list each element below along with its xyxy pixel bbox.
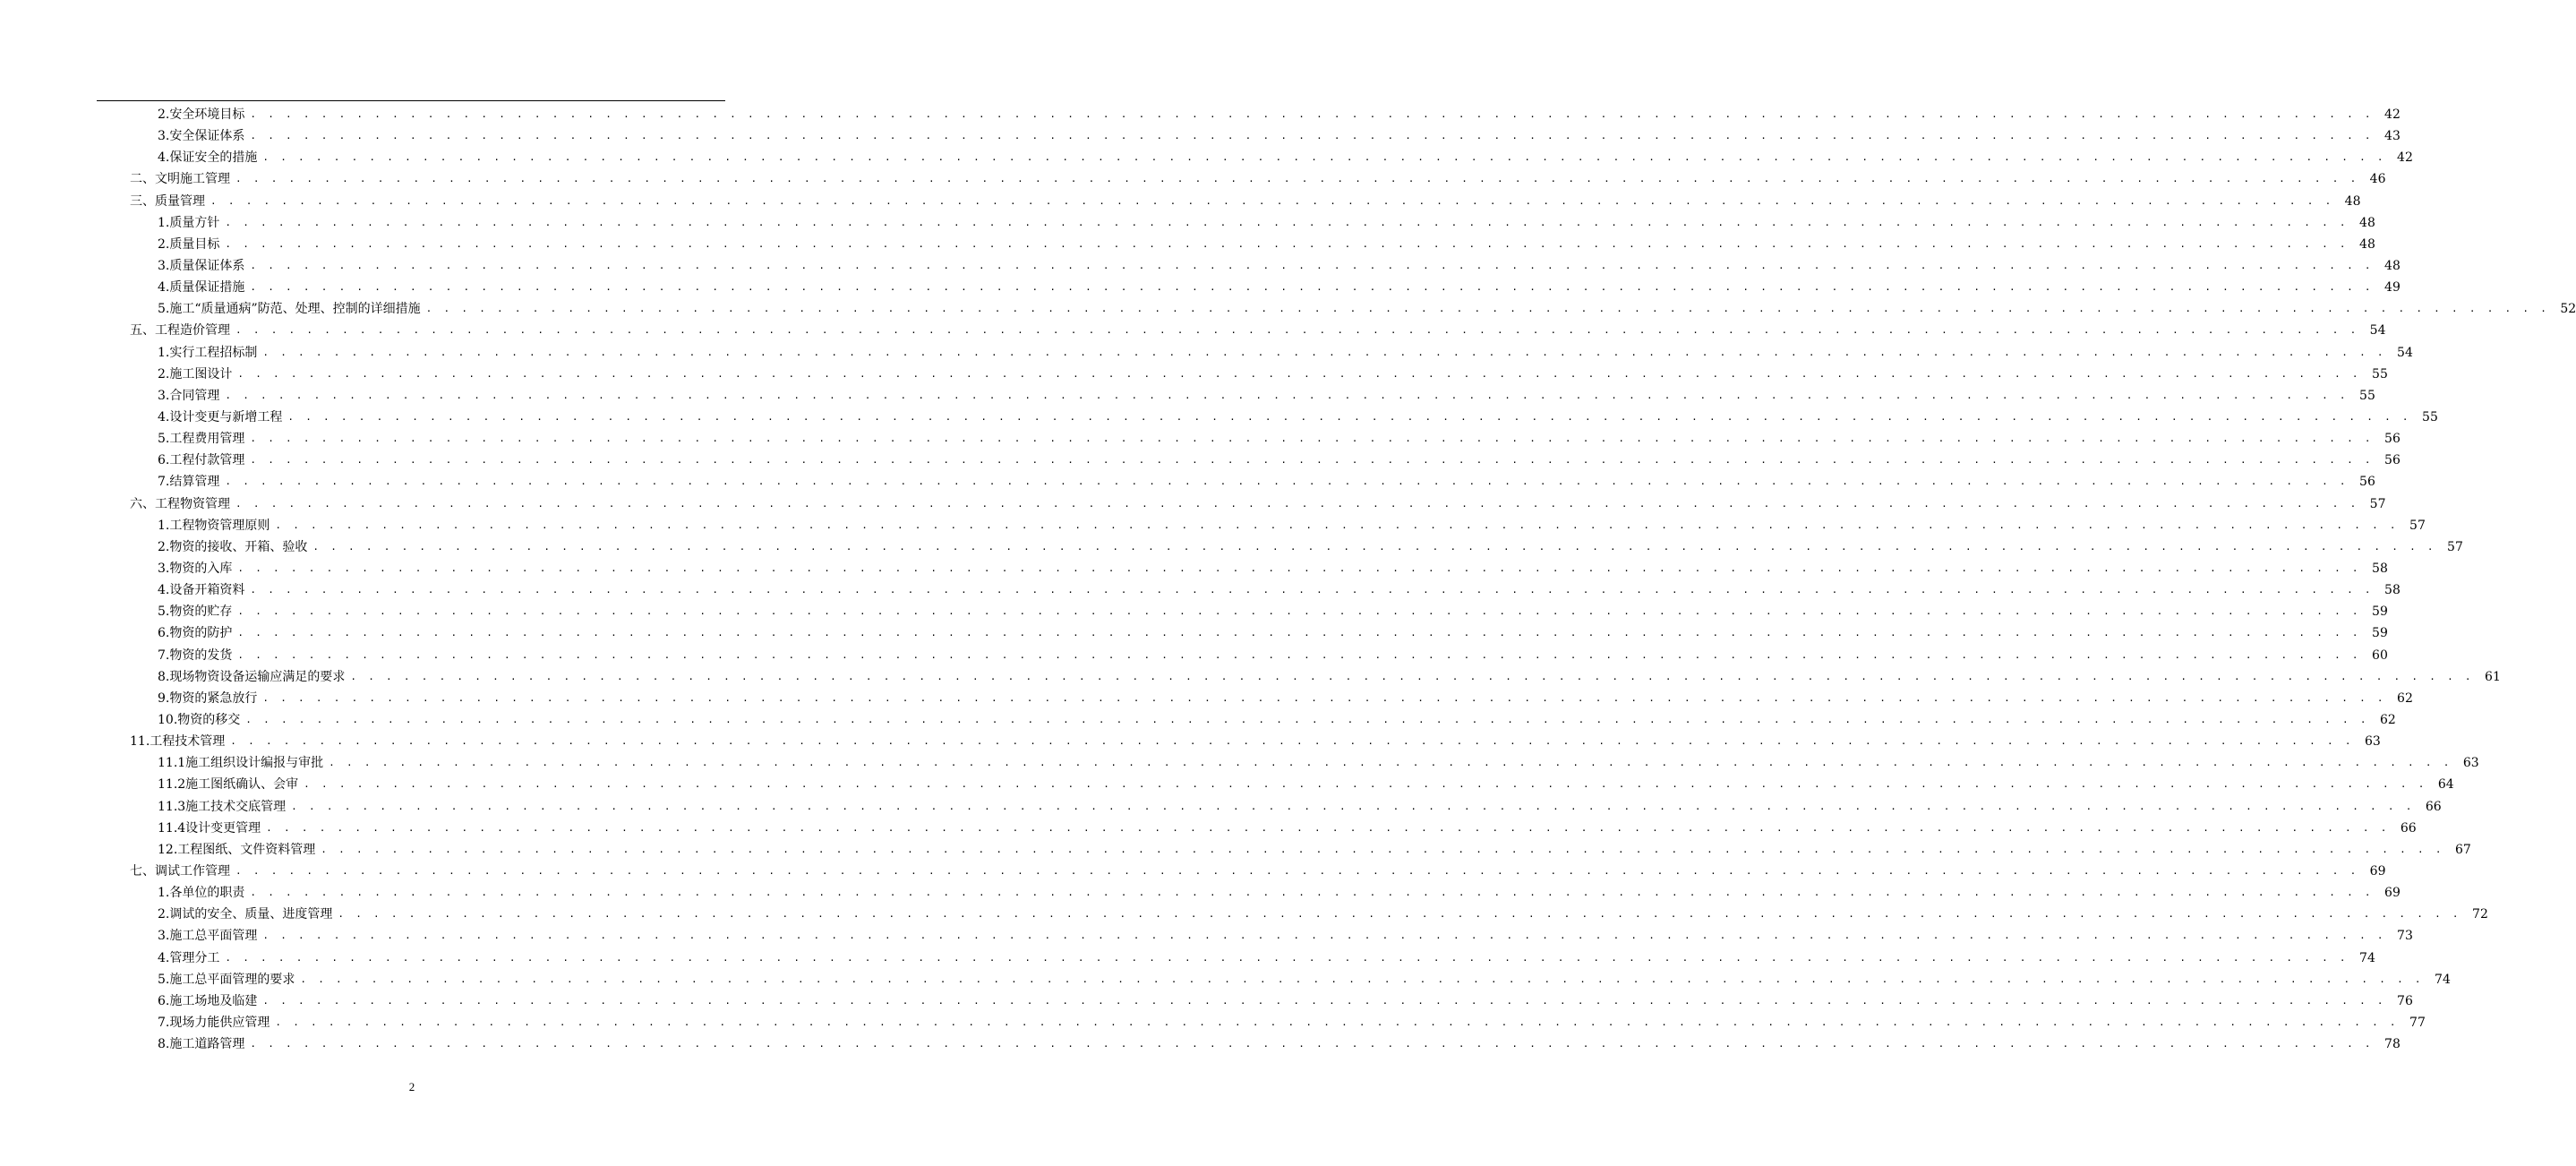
toc-entry-title: 7.物资的发货 [158, 647, 233, 663]
toc-entry[interactable] [0, 191, 2361, 212]
toc-entry[interactable] [0, 234, 2375, 255]
toc-entry-page: 54 [2369, 323, 2386, 339]
toc-entry-title: 4.设备开箱资料 [158, 583, 245, 598]
toc-entry[interactable] [0, 125, 2401, 147]
dot-leader: . . . . . . . . . . . . . . . . . . . . . . . . . . . . . . . . . . . . . . . . . . . . . . . . . . . . . . . . . . . . . . . . . . . . . . . . . . . . . . . . . . . . . . . . . . . . . . . . . . . . . . . . . . . . . . . . . . . . . . . . [250, 584, 2374, 596]
toc-entry-page: 63 [2364, 734, 2381, 750]
header-rule [97, 100, 725, 101]
toc-entry-page: 55 [2372, 366, 2388, 382]
toc-entry-page: 63 [2462, 756, 2479, 771]
toc-entry-page: 56 [2384, 453, 2401, 468]
toc-entry[interactable] [0, 364, 2388, 385]
toc-entry-page: 62 [2379, 713, 2396, 727]
toc-entry-page: 67 [2454, 842, 2471, 857]
dot-leader: . . . . . . . . . . . . . . . . . . . . . . . . . . . . . . . . . . . . . . . . . . . . . . . . . . . . . . . . . . . . . . . . . . . . . . . . . . . . . . . . . . . . . . . . . . . . . . . . . . . . . . . . . . . . . . . . . . . . . . . . [210, 194, 2334, 207]
dot-leader: . . . . . . . . . . . . . . . . . . . . . . . . . . . . . . . . . . . . . . . . . . . . . . . . . . . . . . . . . . . . . . . . . . . . . . . . . . . . . . . . . . . . . . . . . . . . . . . . . . . . . . . . . . . . . . . . . . . . . . . . [225, 389, 2349, 401]
dot-leader: . . . . . . . . . . . . . . . . . . . . . . . . . . . . . . . . . . . . . . . . . . . . . . . . . . . . . . . . . . . . . . . . . . . . . . . . . . . . . . . . . . . . . . . . . . . . . . . . . . . . . . . . . . . . . . . . . . . . . . . . [250, 130, 2374, 142]
toc-entry-page: 52 [2560, 302, 2576, 317]
toc-entry[interactable] [0, 579, 2401, 601]
dot-leader: . . . . . . . . . . . . . . . . . . . . . . . . . . . . . . . . . . . . . . . . . . . . . . . . . . . . . . . . . . . . . . . . . . . . . . . . . . . . . . . . . . . . . . . . . . . . . . . . . . . . . . . . . . . . . . . . . . . . . . . . [304, 778, 2427, 791]
dot-leader: . . . . . . . . . . . . . . . . . . . . . . . . . . . . . . . . . . . . . . . . . . . . . . . . . . . . . . . . . . . . . . . . . . . . . . . . . . . . . . . . . . . . . . . . . . . . . . . . . . . . . . . . . . . . . . . . . . . . . . . . [225, 951, 2349, 964]
toc-entry-page: 72 [2472, 907, 2488, 922]
dot-leader: . . . . . . . . . . . . . . . . . . . . . . . . . . . . . . . . . . . . . . . . . . . . . . . . . . . . . . . . . . . . . . . . . . . . . . . . . . . . . . . . . . . . . . . . . . . . . . . . . . . . . . . . . . . . . . . . . . . . . . . . [350, 670, 2474, 682]
dot-leader: . . . . . . . . . . . . . . . . . . . . . . . . . . . . . . . . . . . . . . . . . . . . . . . . . . . . . . . . . . . . . . . . . . . . . . . . . . . . . . . . . . . . . . . . . . . . . . . . . . . . . . . . . . . . . . . . . . . . . . . . [262, 691, 2386, 704]
toc-entry-title: 2.调试的安全、质量、进度管理 [158, 907, 333, 922]
toc-entry-title: 2.物资的接收、开箱、验收 [158, 539, 308, 554]
toc-entry-page: 77 [2409, 1015, 2426, 1030]
dot-leader: . . . . . . . . . . . . . . . . . . . . . . . . . . . . . . . . . . . . . . . . . . . . . . . . . . . . . . . . . . . . . . . . . . . . . . . . . . . . . . . . . . . . . . . . . . . . . . . . . . . . . . . . . . . . . . . . . . . . . . . . [321, 843, 2444, 855]
toc-entry-page: 49 [2384, 280, 2401, 296]
toc-entry-title: 10.物资的移交 [158, 713, 241, 727]
dot-leader: . . . . . . . . . . . . . . . . . . . . . . . . . . . . . . . . . . . . . . . . . . . . . . . . . . . . . . . . . . . . . . . . . . . . . . . . . . . . . . . . . . . . . . . . . . . . . . . . . . . . . . . . . . . . . . . . . . . . . . . . [425, 303, 2550, 315]
dot-leader: . . . . . . . . . . . . . . . . . . . . . . . . . . . . . . . . . . . . . . . . . . . . . . . . . . . . . . . . . . . . . . . . . . . . . . . . . . . . . . . . . . . . . . . . . . . . . . . . . . . . . . . . . . . . . . . . . . . . . . . . [338, 908, 2461, 921]
toc-entry[interactable] [0, 925, 2413, 947]
toc-entry[interactable] [0, 818, 2417, 839]
dot-leader: . . . . . . . . . . . . . . . . . . . . . . . . . . . . . . . . . . . . . . . . . . . . . . . . . . . . . . . . . . . . . . . . . . . . . . . . . . . . . . . . . . . . . . . . . . . . . . . . . . . . . . . . . . . . . . . . . . . . . . . . [225, 476, 2349, 488]
page-number: 2 [408, 1080, 415, 1093]
dot-leader: . . . . . . . . . . . . . . . . . . . . . . . . . . . . . . . . . . . . . . . . . . . . . . . . . . . . . . . . . . . . . . . . . . . . . . . . . . . . . . . . . . . . . . . . . . . . . . . . . . . . . . . . . . . . . . . . . . . . . . . . [250, 281, 2374, 294]
toc-entry-title: 6.物资的防护 [158, 626, 233, 641]
toc-entry-page: 59 [2372, 626, 2388, 641]
toc-entry-page: 61 [2485, 669, 2501, 684]
toc-entry[interactable] [0, 731, 2381, 752]
toc-entry[interactable] [0, 104, 2401, 125]
dot-leader: . . . . . . . . . . . . . . . . . . . . . . . . . . . . . . . . . . . . . . . . . . . . . . . . . . . . . . . . . . . . . . . . . . . . . . . . . . . . . . . . . . . . . . . . . . . . . . . . . . . . . . . . . . . . . . . . . . . . . . . . [275, 1016, 2399, 1028]
dot-leader: . . . . . . . . . . . . . . . . . . . . . . . . . . . . . . . . . . . . . . . . . . . . . . . . . . . . . . . . . . . . . . . . . . . . . . . . . . . . . . . . . . . . . . . . . . . . . . . . . . . . . . . . . . . . . . . . . . . . . . . . [275, 519, 2399, 531]
toc-entry[interactable] [0, 601, 2388, 622]
dot-leader: . . . . . . . . . . . . . . . . . . . . . . . . . . . . . . . . . . . . . . . . . . . . . . . . . . . . . . . . . . . . . . . . . . . . . . . . . . . . . . . . . . . . . . . . . . . . . . . . . . . . . . . . . . . . . . . . . . . . . . . . [250, 1038, 2374, 1050]
toc-entry-title: 4.保证安全的措施 [158, 150, 258, 166]
toc-entry[interactable] [0, 428, 2401, 450]
dot-leader: . . . . . . . . . . . . . . . . . . . . . . . . . . . . . . . . . . . . . . . . . . . . . . . . . . . . . . . . . . . . . . . . . . . . . . . . . . . . . . . . . . . . . . . . . . . . . . . . . . . . . . . . . . . . . . . . . . . . . . . . [225, 216, 2349, 228]
toc-entry-title: 8.现场物资设备运输应满足的要求 [158, 669, 346, 684]
toc-entry-page: 60 [2372, 647, 2388, 663]
toc-entry[interactable] [0, 947, 2375, 968]
toc-entry-page: 69 [2369, 863, 2386, 879]
toc-entry-title: 5.物资的贮存 [158, 604, 233, 620]
dot-leader: . . . . . . . . . . . . . . . . . . . . . . . . . . . . . . . . . . . . . . . . . . . . . . . . . . . . . . . . . . . . . . . . . . . . . . . . . . . . . . . . . . . . . . . . . . . . . . . . . . . . . . . . . . . . . . . . . . . . . . . . [237, 562, 2361, 575]
toc-entry-page: 54 [2397, 345, 2413, 360]
toc-entry-title: 3.施工总平面管理 [158, 929, 258, 944]
dot-leader: . . . . . . . . . . . . . . . . . . . . . . . . . . . . . . . . . . . . . . . . . . . . . . . . . . . . . . . . . . . . . . . . . . . . . . . . . . . . . . . . . . . . . . . . . . . . . . . . . . . . . . . . . . . . . . . . . . . . . . . . [235, 173, 2359, 185]
dot-leader: . . . . . . . . . . . . . . . . . . . . . . . . . . . . . . . . . . . . . . . . . . . . . . . . . . . . . . . . . . . . . . . . . . . . . . . . . . . . . . . . . . . . . . . . . . . . . . . . . . . . . . . . . . . . . . . . . . . . . . . . [237, 605, 2361, 618]
toc-entry[interactable] [0, 1012, 2426, 1033]
toc-entry-title: 7.现场力能供应管理 [158, 1015, 270, 1030]
toc-entry[interactable] [0, 645, 2388, 666]
toc-entry[interactable] [0, 212, 2375, 234]
toc-entry[interactable] [0, 796, 2442, 818]
toc-entry-title: 三、质量管理 [130, 193, 205, 209]
dot-leader: . . . . . . . . . . . . . . . . . . . . . . . . . . . . . . . . . . . . . . . . . . . . . . . . . . . . . . . . . . . . . . . . . . . . . . . . . . . . . . . . . . . . . . . . . . . . . . . . . . . . . . . . . . . . . . . . . . . . . . . . [245, 714, 2369, 725]
toc-entry-title: 9.物资的紧急放行 [158, 690, 258, 706]
dot-leader: . . . . . . . . . . . . . . . . . . . . . . . . . . . . . . . . . . . . . . . . . . . . . . . . . . . . . . . . . . . . . . . . . . . . . . . . . . . . . . . . . . . . . . . . . . . . . . . . . . . . . . . . . . . . . . . . . . . . . . . . [250, 887, 2374, 899]
dot-leader: . . . . . . . . . . . . . . . . . . . . . . . . . . . . . . . . . . . . . . . . . . . . . . . . . . . . . . . . . . . . . . . . . . . . . . . . . . . . . . . . . . . . . . . . . . . . . . . . . . . . . . . . . . . . . . . . . . . . . . . . [235, 324, 2359, 337]
toc-entry-page: 56 [2384, 432, 2401, 447]
dot-leader: . . . . . . . . . . . . . . . . . . . . . . . . . . . . . . . . . . . . . . . . . . . . . . . . . . . . . . . . . . . . . . . . . . . . . . . . . . . . . . . . . . . . . . . . . . . . . . . . . . . . . . . . . . . . . . . . . . . . . . . . [250, 433, 2374, 445]
toc-entry[interactable] [0, 450, 2401, 471]
toc-entry[interactable] [0, 147, 2413, 168]
toc-entry[interactable] [0, 752, 2479, 774]
toc-entry[interactable] [0, 990, 2413, 1012]
toc-entry-page: 48 [2359, 236, 2375, 252]
table-of-contents [0, 104, 2576, 1055]
toc-entry-page: 48 [2384, 259, 2401, 274]
toc-entry[interactable] [0, 320, 2386, 341]
toc-entry[interactable] [0, 407, 2438, 428]
toc-entry-page: 64 [2437, 777, 2454, 793]
toc-entry[interactable] [0, 493, 2386, 515]
toc-entry-title: 五、工程造价管理 [130, 323, 230, 339]
toc-entry[interactable] [0, 255, 2401, 277]
toc-entry-title: 4.管理分工 [158, 950, 220, 965]
dot-leader: . . . . . . . . . . . . . . . . . . . . . . . . . . . . . . . . . . . . . . . . . . . . . . . . . . . . . . . . . . . . . . . . . . . . . . . . . . . . . . . . . . . . . . . . . . . . . . . . . . . . . . . . . . . . . . . . . . . . . . . . [266, 821, 2390, 834]
toc-entry[interactable] [0, 385, 2375, 407]
toc-entry-title: 六、工程物资管理 [130, 496, 230, 511]
toc-entry[interactable] [0, 709, 2396, 731]
toc-entry[interactable] [0, 904, 2488, 925]
toc-entry-title: 11.3施工技术交底管理 [158, 799, 287, 814]
toc-entry-title: 11.1施工组织设计编报与审批 [158, 756, 324, 771]
toc-entry-page: 58 [2384, 583, 2401, 598]
toc-entry-title: 6.工程付款管理 [158, 453, 245, 468]
toc-entry-page: 55 [2422, 410, 2438, 425]
dot-leader: . . . . . . . . . . . . . . . . . . . . . . . . . . . . . . . . . . . . . . . . . . . . . . . . . . . . . . . . . . . . . . . . . . . . . . . . . . . . . . . . . . . . . . . . . . . . . . . . . . . . . . . . . . . . . . . . . . . . . . . . [300, 973, 2424, 985]
toc-entry-title: 2.施工图设计 [158, 366, 233, 382]
toc-entry[interactable] [0, 861, 2386, 882]
toc-entry[interactable] [0, 168, 2386, 190]
toc-entry[interactable] [0, 298, 2576, 320]
toc-entry-title: 1.质量方针 [158, 215, 220, 230]
toc-entry-title: 2.安全环境目标 [158, 107, 245, 123]
toc-entry[interactable] [0, 515, 2426, 536]
toc-entry-title: 6.施工场地及临建 [158, 993, 258, 1008]
toc-entry-title: 1.工程物资管理原则 [158, 518, 270, 533]
toc-entry-title: 1.实行工程招标制 [158, 345, 258, 360]
toc-entry-title: 4.设计变更与新增工程 [158, 410, 283, 425]
toc-entry-page: 69 [2384, 886, 2401, 901]
toc-entry-page: 58 [2372, 562, 2388, 577]
toc-entry-page: 73 [2397, 929, 2413, 944]
toc-entry-page: 74 [2435, 972, 2451, 987]
dot-leader: . . . . . . . . . . . . . . . . . . . . . . . . . . . . . . . . . . . . . . . . . . . . . . . . . . . . . . . . . . . . . . . . . . . . . . . . . . . . . . . . . . . . . . . . . . . . . . . . . . . . . . . . . . . . . . . . . . . . . . . . [235, 497, 2359, 510]
toc-entry-title: 8.施工道路管理 [158, 1037, 245, 1052]
toc-entry[interactable] [0, 666, 2501, 688]
toc-entry-page: 46 [2369, 172, 2386, 187]
toc-entry[interactable] [0, 774, 2454, 795]
toc-entry-page: 57 [2447, 539, 2463, 554]
dot-leader: . . . . . . . . . . . . . . . . . . . . . . . . . . . . . . . . . . . . . . . . . . . . . . . . . . . . . . . . . . . . . . . . . . . . . . . . . . . . . . . . . . . . . . . . . . . . . . . . . . . . . . . . . . . . . . . . . . . . . . . . [237, 648, 2361, 661]
dot-leader: . . . . . . . . . . . . . . . . . . . . . . . . . . . . . . . . . . . . . . . . . . . . . . . . . . . . . . . . . . . . . . . . . . . . . . . . . . . . . . . . . . . . . . . . . . . . . . . . . . . . . . . . . . . . . . . . . . . . . . . . [312, 540, 2436, 553]
dot-leader: . . . . . . . . . . . . . . . . . . . . . . . . . . . . . . . . . . . . . . . . . . . . . . . . . . . . . . . . . . . . . . . . . . . . . . . . . . . . . . . . . . . . . . . . . . . . . . . . . . . . . . . . . . . . . . . . . . . . . . . . [287, 411, 2411, 424]
toc-entry-page: 55 [2359, 388, 2375, 403]
toc-entry-page: 76 [2397, 993, 2413, 1008]
dot-leader: . . . . . . . . . . . . . . . . . . . . . . . . . . . . . . . . . . . . . . . . . . . . . . . . . . . . . . . . . . . . . . . . . . . . . . . . . . . . . . . . . . . . . . . . . . . . . . . . . . . . . . . . . . . . . . . . . . . . . . . . [262, 994, 2386, 1007]
toc-entry-page: 66 [2425, 799, 2442, 814]
toc-entry[interactable] [0, 882, 2401, 904]
toc-entry-title: 3.安全保证体系 [158, 129, 245, 144]
toc-entry-page: 62 [2397, 690, 2413, 706]
toc-entry-title: 2.质量目标 [158, 236, 220, 252]
toc-entry-title: 12.工程图纸、文件资料管理 [158, 842, 316, 857]
toc-entry-page: 48 [2344, 193, 2361, 209]
toc-entry-page: 57 [2409, 518, 2426, 533]
toc-entry-title: 3.物资的入库 [158, 562, 233, 577]
toc-entry-page: 78 [2384, 1037, 2401, 1052]
toc-entry-title: 5.施工“质量通病”防范、处理、控制的详细措施 [158, 302, 421, 317]
toc-entry-title: 11.4设计变更管理 [158, 820, 261, 836]
dot-leader: . . . . . . . . . . . . . . . . . . . . . . . . . . . . . . . . . . . . . . . . . . . . . . . . . . . . . . . . . . . . . . . . . . . . . . . . . . . . . . . . . . . . . . . . . . . . . . . . . . . . . . . . . . . . . . . . . . . . . . . . [225, 237, 2349, 250]
toc-entry[interactable] [0, 839, 2471, 861]
toc-entry-title: 7.结算管理 [158, 475, 220, 490]
toc-entry-title: 七、调试工作管理 [130, 863, 230, 879]
dot-leader: . . . . . . . . . . . . . . . . . . . . . . . . . . . . . . . . . . . . . . . . . . . . . . . . . . . . . . . . . . . . . . . . . . . . . . . . . . . . . . . . . . . . . . . . . . . . . . . . . . . . . . . . . . . . . . . . . . . . . . . . [250, 454, 2374, 467]
toc-entry-page: 56 [2359, 475, 2375, 490]
toc-entry-page: 57 [2369, 496, 2386, 511]
toc-entry-title: 3.质量保证体系 [158, 259, 245, 274]
toc-entry[interactable] [0, 558, 2388, 579]
toc-entry-page: 42 [2384, 107, 2401, 123]
toc-entry-page: 42 [2397, 150, 2413, 166]
toc-entry-page: 43 [2384, 129, 2401, 144]
toc-entry-title: 5.施工总平面管理的要求 [158, 972, 295, 987]
toc-entry[interactable] [0, 688, 2413, 709]
toc-entry-title: 1.各单位的职责 [158, 886, 245, 901]
toc-entry-title: 二、文明施工管理 [130, 172, 230, 187]
toc-entry-title: 5.工程费用管理 [158, 432, 245, 447]
dot-leader: . . . . . . . . . . . . . . . . . . . . . . . . . . . . . . . . . . . . . . . . . . . . . . . . . . . . . . . . . . . . . . . . . . . . . . . . . . . . . . . . . . . . . . . . . . . . . . . . . . . . . . . . . . . . . . . . . . . . . . . . [237, 627, 2361, 639]
toc-entry-page: 48 [2359, 215, 2375, 230]
toc-entry-page: 74 [2359, 950, 2375, 965]
toc-entry[interactable] [0, 471, 2375, 493]
dot-leader: . . . . . . . . . . . . . . . . . . . . . . . . . . . . . . . . . . . . . . . . . . . . . . . . . . . . . . . . . . . . . . . . . . . . . . . . . . . . . . . . . . . . . . . . . . . . . . . . . . . . . . . . . . . . . . . . . . . . . . . . [329, 757, 2452, 769]
dot-leader: . . . . . . . . . . . . . . . . . . . . . . . . . . . . . . . . . . . . . . . . . . . . . . . . . . . . . . . . . . . . . . . . . . . . . . . . . . . . . . . . . . . . . . . . . . . . . . . . . . . . . . . . . . . . . . . . . . . . . . . . [235, 864, 2359, 877]
toc-entry-page: 59 [2372, 604, 2388, 620]
dot-leader: . . . . . . . . . . . . . . . . . . . . . . . . . . . . . . . . . . . . . . . . . . . . . . . . . . . . . . . . . . . . . . . . . . . . . . . . . . . . . . . . . . . . . . . . . . . . . . . . . . . . . . . . . . . . . . . . . . . . . . . . [291, 800, 2415, 812]
toc-entry[interactable] [0, 622, 2388, 644]
dot-leader: . . . . . . . . . . . . . . . . . . . . . . . . . . . . . . . . . . . . . . . . . . . . . . . . . . . . . . . . . . . . . . . . . . . . . . . . . . . . . . . . . . . . . . . . . . . . . . . . . . . . . . . . . . . . . . . . . . . . . . . . [250, 260, 2374, 272]
dot-leader: . . . . . . . . . . . . . . . . . . . . . . . . . . . . . . . . . . . . . . . . . . . . . . . . . . . . . . . . . . . . . . . . . . . . . . . . . . . . . . . . . . . . . . . . . . . . . . . . . . . . . . . . . . . . . . . . . . . . . . . . [230, 735, 2354, 748]
dot-leader: . . . . . . . . . . . . . . . . . . . . . . . . . . . . . . . . . . . . . . . . . . . . . . . . . . . . . . . . . . . . . . . . . . . . . . . . . . . . . . . . . . . . . . . . . . . . . . . . . . . . . . . . . . . . . . . . . . . . . . . . [262, 151, 2386, 164]
dot-leader: . . . . . . . . . . . . . . . . . . . . . . . . . . . . . . . . . . . . . . . . . . . . . . . . . . . . . . . . . . . . . . . . . . . . . . . . . . . . . . . . . . . . . . . . . . . . . . . . . . . . . . . . . . . . . . . . . . . . . . . . [250, 108, 2374, 121]
toc-entry[interactable] [0, 277, 2401, 298]
toc-entry[interactable] [0, 1033, 2401, 1055]
dot-leader: . . . . . . . . . . . . . . . . . . . . . . . . . . . . . . . . . . . . . . . . . . . . . . . . . . . . . . . . . . . . . . . . . . . . . . . . . . . . . . . . . . . . . . . . . . . . . . . . . . . . . . . . . . . . . . . . . . . . . . . . [262, 346, 2386, 358]
toc-entry-title: 11.工程技术管理 [130, 734, 226, 750]
dot-leader: . . . . . . . . . . . . . . . . . . . . . . . . . . . . . . . . . . . . . . . . . . . . . . . . . . . . . . . . . . . . . . . . . . . . . . . . . . . . . . . . . . . . . . . . . . . . . . . . . . . . . . . . . . . . . . . . . . . . . . . . [262, 930, 2386, 942]
dot-leader: . . . . . . . . . . . . . . . . . . . . . . . . . . . . . . . . . . . . . . . . . . . . . . . . . . . . . . . . . . . . . . . . . . . . . . . . . . . . . . . . . . . . . . . . . . . . . . . . . . . . . . . . . . . . . . . . . . . . . . . . [237, 367, 2361, 380]
toc-entry-title: 11.2施工图纸确认、会审 [158, 777, 299, 793]
toc-entry-title: 4.质量保证措施 [158, 280, 245, 296]
toc-entry[interactable] [0, 536, 2463, 558]
toc-entry-page: 66 [2400, 820, 2417, 836]
toc-entry-title: 3.合同管理 [158, 388, 220, 403]
toc-entry[interactable] [0, 342, 2413, 364]
toc-entry[interactable] [0, 969, 2451, 990]
